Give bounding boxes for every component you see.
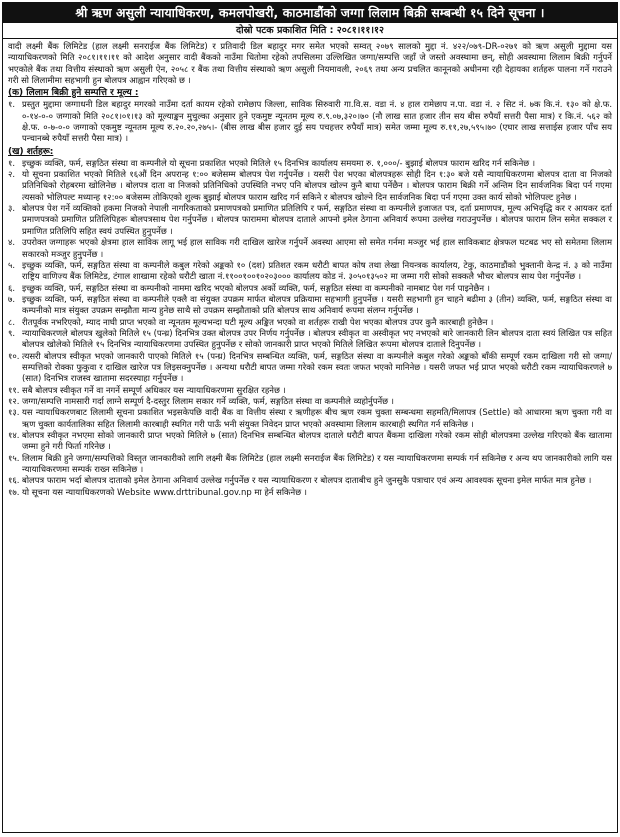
- item-text: न्यायाधिकरणले बोलपत्र खुलेको मितिले १५ (पन्ध्र) दिनभित्र उक्त बोलपत्र उपर निर्णय गर्नुपर्नेछ । बोलपत्र स्वीकृत वा अस्वीकृत भए नभएको बारे जानकारी लिन बोलपत्र दाता स्वयं लिखित पत्र सहित बोलपत्र खोलेको मितिले १५ दिनभित्र न्यायाधिकरणमा उपस्थित हुनुपर्नेछ र सोको जानकारी प्राप्त भएको मितिले लिखित रूपमा बोलपत्र दाताले दिनुपर्नेछ ।: [22, 327, 612, 350]
- condition-item: [8, 453, 612, 476]
- condition-item: [8, 260, 612, 283]
- item-text: त्यसरी बोलपत्र स्वीकृत भएको जानकारी पाएको मितिले १५ (पन्ध्र) दिनभित्र सम्बन्धित व्यक्ति, फर्म, सङ्गठित संस्था वा कम्पनीले कबुल गरेको अङ्कको बाँकी सम्पूर्ण रकम दाखिला गरी सो जग्गा/सम्पत्तिको रोक्का फुकुवा र दाखिल खारेज पत्र लिइसक्नुपर्नेछ । अन्यथा धरौटी बापत जम्मा गरेको रकम स्वतः जफत भएको मानिनेछ । यसरी जफत भई प्राप्त भएको धरौटी रकम न्यायाधिकरणले ७ (सात) दिनभित्र राजस्व खातामा सदरस्याहा गर्नुपर्नेछ ।: [22, 350, 612, 384]
- conditions-list: [8, 158, 612, 498]
- item-text: उपरोक्त जग्गाहरू भएको क्षेत्रमा हाल साविक लागू भई हाल साविक गरी दाखिल खारेज गर्नुपर्ने अवस्था आएमा सो समेत गर्नमा मञ्जुर भई हाल साविकबाट क्षेत्रफल घटबढ भए सो समेतमा लिलाम सकारको मञ्जुर हुनुपर्नेछ ।: [22, 237, 612, 259]
- condition-item: [8, 169, 612, 203]
- condition-item: [8, 283, 612, 294]
- section-conditions-heading: (ख) शर्तहरू:: [8, 146, 54, 157]
- item-text: जग्गा/सम्पत्ति नामसारी गर्दा लाग्ने सम्पूर्ण दै-दस्तुर लिलाम सकार गर्ने व्यक्ति, फर्म, सङ्गठित संस्था वा कम्पनीले व्यहोर्नुपर्नेछ ।: [22, 395, 394, 406]
- condition-item: [8, 237, 612, 260]
- item-number: १३.: [8, 407, 20, 418]
- item-text: इच्छुक व्यक्ति, फर्म, सङ्गठित संस्था वा कम्पनीले कबुल गरेको अङ्कको १० (दश) प्रतिशत रकम धरौटी बापत कोष तथा लेखा नियन्त्रक कार्यालय, टेकु, काठमाडौंको भुक्तानी केन्द्र नं. ३ को नाउँमा राष्ट्रिय वाणिज्य बैंक लिमिटेड, टंगाल शाखामा रहेको धरौटी खाता नं.११००१००१०२०३००० कार्यालय कोड नं. ३०५०१३५०२ मा जम्मा गरी सोको सक्कलै भौचर बोलपत्र साथ पेश गर्नुपर्नेछ ।: [22, 259, 612, 282]
- condition-item: [8, 317, 612, 328]
- item-number: १०.: [8, 350, 20, 361]
- item-number: ५.: [8, 259, 16, 270]
- item-text: यस न्यायाधिकरणबाट लिलामी सूचना प्रकाशित भइसकेपछि वादी बैंक वा वित्तीय संस्था र ऋणीहरू बीच ऋण रकम चुक्ता सम्बन्धमा सहमति/मिलापत्र (Settle) को आधारमा ऋण चुक्ता गरी वा ऋण चुक्ता कार्यतालिका सहित लिलामी कारबाही स्थगित गरी पाऊँ भनी संयुक्त निवेदन प्राप्त भएको अवस्थामा लिलाम कारबाही स्थगित गर्न सकिनेछ ।: [22, 407, 612, 429]
- condition-item: [8, 385, 612, 396]
- item-number: १.: [8, 157, 16, 168]
- condition-item: [8, 203, 612, 237]
- item-number: ८.: [8, 316, 16, 327]
- condition-item: [8, 294, 612, 317]
- item-number: १.: [8, 99, 16, 110]
- item-number: २.: [8, 169, 16, 180]
- item-number: १४.: [8, 430, 20, 440]
- item-number: ११.: [8, 384, 20, 395]
- published-date: दोस्रो पटक प्रकाशित मिति : २०८१।११।१२: [3, 23, 617, 39]
- notice-body: [3, 39, 617, 498]
- condition-item: [8, 487, 612, 498]
- item-number: ९.: [8, 327, 16, 338]
- item-text: बोलपत्र स्वीकृत नभएमा सोको जानकारी प्राप्त भएको मितिले ७ (सात) दिनभित्र सम्बन्धित बोलपत्र दाताले धरौटी बापत बैंकमा दाखिला गरेको रकम सोही बोलपत्रमा उल्लेख गरिएको बैंक खातामा जम्मा हुने गरी फिर्ता गरिनेछ ।: [22, 430, 612, 452]
- condition-item: [8, 351, 612, 385]
- item-text: इच्छुक व्यक्ति, फर्म, सङ्गठित संस्था वा कम्पनीले एक्लै वा संयुक्त उपक्रम मार्फत बोलपत्र प्रक्रियामा सहभागी हुनुपर्नेछ । यसरी सहभागी हुन चाहने बढीमा ३ (तीन) व्यक्ति, फर्म, सङ्गठित संस्था वा कम्पनीको मात्र संयुक्त उपक्रम सम्झौता मान्य हुनेछ साथै सो उपक्रम सम्झौताको प्रति बोलपत्र साथ अनिवार्य रूपमा संलग्न गर्नुपर्नेछ ।: [22, 293, 612, 316]
- item-text: रीतपूर्वक नभरिएको, म्याद नाघी प्राप्त भएको वा न्यूनतम मूल्यभन्दा घटी मूल्य अङ्कित भएको वा शर्तहरू राखी पेश भएका बोलपत्र उपर कुनै कारबाही हुनेछैन ।: [22, 316, 494, 327]
- condition-item: [8, 475, 612, 486]
- condition-item: [8, 328, 612, 351]
- property-item: [8, 99, 612, 144]
- condition-item: [8, 430, 612, 453]
- item-text: यो सूचना प्रकाशित भएको मितिले १६औं दिन अपरान्ह १:०० बजेसम्म बोलपत्र पेश गर्नुपर्नेछ । यसरी पेश भएका बोलपत्रहरू सोही दिन १:३० बजे यसै न्यायाधिकरणमा बोलपत्र दाता वा निजको प्रतिनिधिको रोहबरमा खोलिनेछ । बोलपत्र दाता वा निजको प्रतिनिधिको उपस्थिति नभए पनि बोलपत्र खोल्न कुनै बाधा पर्नेछैन । बोलपत्र फाराम बिक्री गर्ने अन्तिम दिन सार्वजनिक बिदा पर्न गएमा त्यसको भोलिपल्ट मध्यान्ह १२:०० बजेसम्म तोकिएको शुल्क बुझाई बोलपत्र फाराम खरिद गर्न सकिने र बोलपत्र खोल्ने दिन सार्वजनिक बिदा पर्न गएमा उक्त कार्य सोको भोलिपल्ट हुनेछ ।: [22, 169, 612, 202]
- item-text: सबै बोलपत्र स्वीकृत गर्ने वा नगर्ने सम्पूर्ण अधिकार यस न्यायाधिकरणमा सुरक्षित रहनेछ ।: [22, 384, 286, 395]
- condition-item: [8, 158, 612, 169]
- item-text: इच्छुक व्यक्ति, फर्म, सङ्गठित संस्था वा कम्पनीको नाममा खरिद भएको बोलपत्र अर्को व्यक्ति, फर्म, सङ्गठित संस्था वा कम्पनीको नामबाट पेश गर्न पाइनेछैन ।: [22, 282, 490, 293]
- notice-title: श्री ऋण असुली न्यायाधिकरण, कमलपोखरी, काठमाडौंको जग्गा लिलाम बिक्री सम्बन्धी १५ दिने सूचना ।: [3, 3, 617, 23]
- item-number: १२.: [8, 395, 20, 406]
- notice-page: [2, 2, 618, 833]
- property-list: [8, 99, 612, 144]
- item-text: इच्छुक व्यक्ति, फर्म, सङ्गठित संस्था वा कम्पनीले यो सूचना प्रकाशित भएको मितिले १५ दिनभित्र कार्यालय समयमा रु. १,०००/- बुझाई बोलपत्र फाराम खरिद गर्न सकिनेछ ।: [22, 157, 536, 168]
- item-text: बोलपत्र पेश गर्ने व्यक्तिको हकमा निजको नेपाली नागरिकताको प्रमाणपत्रको प्रमाणित प्रतिलिपि र फर्म, सङ्गठित संस्था वा कम्पनीले इजाजत पत्र, दर्ता प्रमाणपत्र, मूल्य अभिवृद्धि कर र आयकर दर्ता प्रमाणपत्रको प्रमाणित प्रतिलिपिहरू बोलपत्रसाथ पेश गर्नुपर्नेछ । बोलपत्र फाराममा बोलपत्र दाताले आफ्नो इमेल ठेगाना अनिवार्य रूपमा उल्लेख गराउनुपर्नेछ । बोलपत्र फाराम लिन समेत सक्कल र प्रमाणित प्रतिलिपि सहित स्वयं उपस्थित हुनुपर्नेछ ।: [22, 203, 612, 236]
- item-number: ६.: [8, 282, 16, 293]
- item-text: लिलाम बिक्री हुने जग्गा/सम्पत्तिको विस्तृत जानकारीको लागि लक्ष्मी बैंक लिमिटेड (हाल लक्ष्मी सनराईज बैंक लिमिटेड) र यस न्यायाधिकरणमा सम्पर्क गर्न सकिनेछ र अन्य थप जानकारीको लागि यस न्यायाधिकरणमा सम्पर्क राख्न सकिनेछ ।: [22, 452, 612, 475]
- item-number: १५.: [8, 452, 20, 463]
- condition-item: [8, 407, 612, 430]
- item-text: यो सूचना यस न्यायाधिकरणको Website www.drttribunal.gov.np मा हेर्न सकिनेछ ।: [22, 486, 308, 497]
- condition-item: [8, 396, 612, 407]
- item-number: ७.: [8, 293, 16, 304]
- item-text: प्रस्तुत मुद्दामा जग्गाधनी डिल बहादुर मगरको नाउँमा दर्ता कायम रहेको रामेछाप जिल्ला, साविक सिरुवारी गा.वि.स. वडा नं. ४ हाल रामेछाप न.पा. वडा नं. २ सिट नं. ७क कि.नं. १३० को क्षे.फ. ०-१४-०-० जग्गाको मिति २०८१।०१।१३ को मूल्याङ्कन मुचुल्का अनुसार हुने एकमुष्ट न्यूनतम मूल्य रु.९.०७,३२०।७० (नौ लाख सात हजार तीन सय बीस रुपैयाँ सत्तरी पैसा मात्र) र कि.नं. ५६२ को क्षे.फ. ०-७-०-० जग्गाको एकमुष्ट न्यूनतम मूल्य रु.२०.२०,२७५।- (बीस लाख बीस हजार दुई सय पचहत्तर रुपैयाँ मात्र) समेत जम्मा मूल्य रु.११,२७,५९५।७० (एघार लाख सत्ताईस हजार पाँच सय पन्चानब्बे रुपैयाँ सत्तरी पैसा मात्र) ।: [22, 99, 612, 144]
- item-text: बोलपत्र फाराम भर्दा बोलपत्र दाताको इमेल ठेगाना अनिवार्य उल्लेख गर्नुपर्नेछ र यस न्यायाधिकरण र बोलपत्र दाताबीच हुने जुनसुकै पत्राचार एवं अन्य आवश्यक सूचना इमेल मार्फत मात्र हुनेछ ।: [22, 475, 592, 486]
- intro-paragraph: वादी लक्ष्मी बैंक लिमिटेड (हाल लक्ष्मी सनराईज बैंक लिमिटेड) र प्रतिवादी डिल बहादुर मगर समेत भएको सम्वत् २०७९ सालको मुद्दा नं. ४२२/०७९-DR-०२७१ को ऋण असुली मुद्दामा यस न्यायाधिकरणको मिति २०८१।११।११ को आदेश अनुसार वादी बैंकको नाउँमा धितोमा रहेको तपसिलमा उल्लिखित जग्गा/सम्पत्ति जहाँ जे जस्तो अवस्थामा छन्, सोही अवस्थामा लिलाम बिक्री गर्नुपर्ने भएकोले बैंक तथा वित्तीय संस्थाको ऋण असुली ऐन, २०५८ र बैंक तथा वित्तीय संस्थाको ऋण असुली नियमावली, २०६९ तथा अन्य प्रचलित कानूनको अधीनमा रही देहायका शर्तहरू पालना गर्ने गराउने गरी सो लिलामीमा सहभागी हुन बोलपत्र आह्वान गरिएको छ ।: [8, 41, 612, 86]
- item-number: १६.: [8, 475, 20, 486]
- item-number: ३.: [8, 203, 16, 214]
- item-number: ४.: [8, 237, 16, 248]
- section-property-heading: (क) लिलाम बिक्री हुने सम्पत्ति र मूल्य :: [8, 88, 139, 99]
- item-number: १७.: [8, 486, 20, 497]
